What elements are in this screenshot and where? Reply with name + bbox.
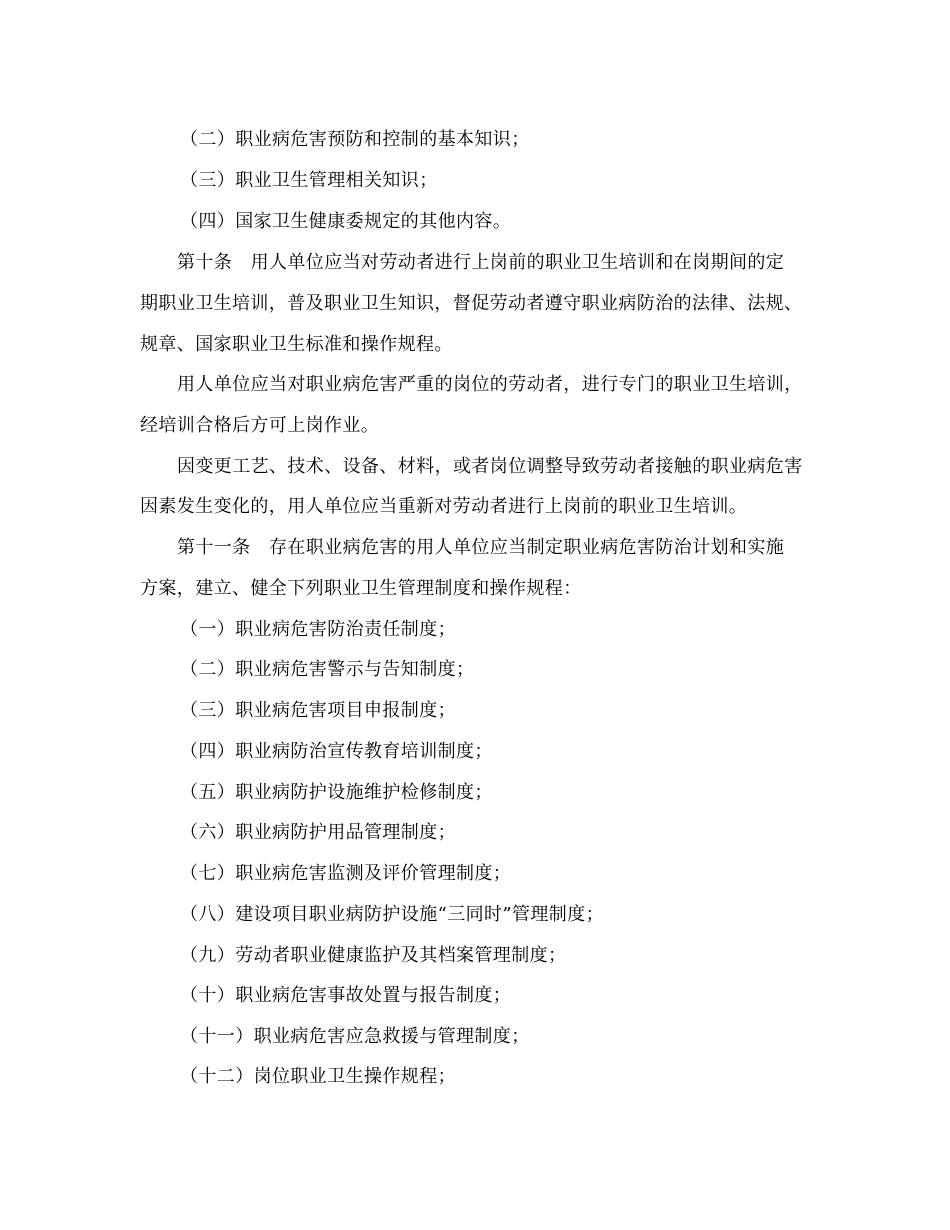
- text-line: 期职业卫生培训，普及职业卫生知识，督促劳动者遵守职业病防治的法律、法规、: [140, 293, 803, 314]
- text-line: 第十条 用人单位应当对劳动者进行上岗前的职业卫生培训和在岗期间的定: [177, 252, 785, 273]
- text-line: （十）职业病危害事故处置与报告制度；: [180, 985, 512, 1006]
- text-line: 规章、国家职业卫生标准和操作规程。: [140, 334, 453, 355]
- text-line: （六）职业病防护用品管理制度；: [180, 822, 456, 843]
- text-line: （九）劳动者职业健康监护及其档案管理制度；: [180, 945, 567, 966]
- text-line: 因变更工艺、技术、设备、材料，或者岗位调整导致劳动者接触的职业病危害: [177, 456, 803, 477]
- text-line: （三）职业卫生管理相关知识；: [180, 170, 438, 191]
- text-line: （二）职业病危害警示与告知制度；: [180, 659, 475, 680]
- text-line: （三）职业病危害项目申报制度；: [180, 700, 456, 721]
- text-line: （十二）岗位职业卫生操作规程；: [180, 1066, 456, 1087]
- text-line: （十一）职业病危害应急救援与管理制度；: [180, 1026, 530, 1047]
- text-line: （八）建设项目职业病防护设施“三同时”管理制度；: [180, 904, 605, 925]
- text-line: （五）职业病防护设施维护检修制度；: [180, 782, 493, 803]
- text-line: 第十一条 存在职业病危害的用人单位应当制定职业病危害防治计划和实施: [177, 537, 785, 558]
- text-line: 经培训合格后方可上岗作业。: [140, 415, 380, 436]
- text-line: 用人单位应当对职业病危害严重的岗位的劳动者，进行专门的职业卫生培训，: [177, 374, 803, 395]
- text-line: （四）职业病防治宣传教育培训制度；: [180, 741, 493, 762]
- text-line: 方案，建立、健全下列职业卫生管理制度和操作规程：: [140, 578, 582, 599]
- text-line: （二）职业病危害预防和控制的基本知识；: [180, 129, 530, 150]
- text-line: （一）职业病危害防治责任制度；: [180, 619, 456, 640]
- text-line: （七）职业病危害监测及评价管理制度；: [180, 863, 512, 884]
- text-line: （四）国家卫生健康委规定的其他内容。: [180, 211, 512, 232]
- text-line: 因素发生变化的，用人单位应当重新对劳动者进行上岗前的职业卫生培训。: [140, 496, 748, 517]
